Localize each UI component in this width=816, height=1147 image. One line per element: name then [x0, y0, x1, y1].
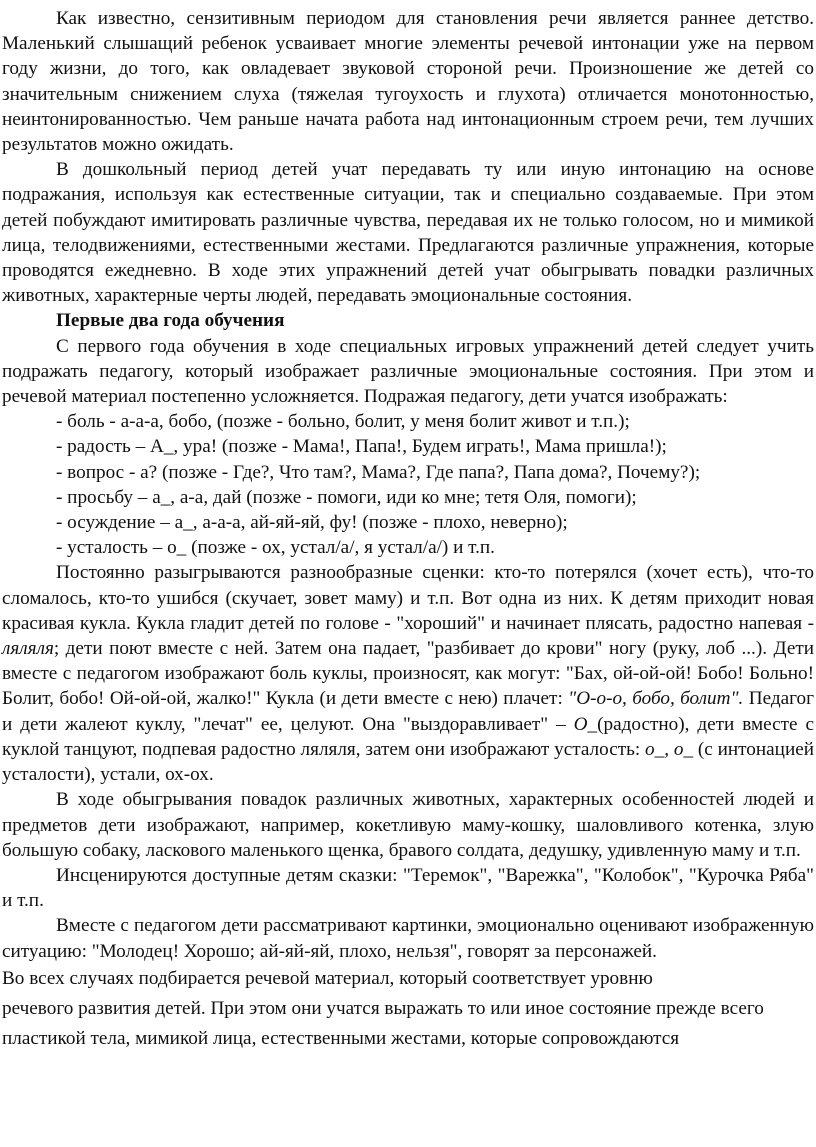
- paragraph-pictures: Вместе с педагогом дети рассматривают картинки, эмоционально оценивают изображенную ситуацию: "Молодец! Хорошо; ай-яй-яй, плохо, нельзя", говорят за персонажей.: [2, 915, 814, 962]
- list-item: - просьбу – а_, а-а, дай (позже - помоги, иди ко мне; тетя Оля, помоги);: [56, 486, 637, 508]
- scenes-italic-1: ляляля: [2, 638, 54, 660]
- list-item: - радость – А_, ура! (позже - Мама!, Папа!, Будем играть!, Мама пришла!);: [56, 436, 667, 458]
- scenes-text-3: Педагог и дети жалеют куклу, "лечат" ее, целуют. Она "выздоравливает" –: [2, 688, 814, 735]
- paragraph-fairy-tales: Инсценируются доступные детям сказки: "Теремок", "Варежка", "Колобок", "Курочка Ряба" и т.п.: [2, 864, 814, 912]
- list-item: - вопрос - а? (позже - Где?, Что там?, Мама?, Где папа?, Папа дома?, Почему?);: [56, 461, 701, 483]
- list-item: - осуждение – а_, а-а-а, ай-яй-яй, фу! (позже - плохо, неверно);: [56, 512, 568, 534]
- scenes-text-4: (радостно), дети вместе с куклой танцуют, подпевая радостно ляляля, затем они изображают усталость:: [2, 713, 814, 760]
- paragraph-animals: В ходе обыгрывания повадок различных животных, характерных особенностей людей и предметов дети изображают, например, кокетливую маму-кошку, шаловливого котенка, злую большую собаку, ласкового маленького щенка, бравого солдата, дедушку, удивленную маму и т.п.: [2, 789, 814, 861]
- scenes-italic-3: О_: [573, 713, 598, 735]
- paragraph-first-year: С первого года обучения в ходе специальных игровых упражнений детей следует учить подражать педагогу, который изображает различные эмоциональные состояния. При этом и речевой материал постепенно усложняется. Подражая педагогу, дети учатся изображать:: [2, 335, 814, 408]
- paragraph-all-cases: [2, 964, 814, 1054]
- section-heading: Первые два года обучения: [56, 310, 285, 332]
- emotion-list: [2, 409, 814, 560]
- paragraph-intro: Как известно, сензитивным периодом для становления речи является раннее детство. Маленький слышащий ребенок усваивает многие элементы речевой интонации уже на первом году жизни, до того, как овладевает звуковой стороной речи. Произношение же детей со значительным снижением слуха (тяжелая тугоухость и глухота) отличается монотонностью, неинтонированностью. Чем раньше начата работа над интонационным строем речи, тем лучших результатов можно ожидать.: [2, 8, 814, 156]
- all-cases-rest: речевого развития детей. При этом они учатся выражать то или иное состояние прежде всего пластикой тела, мимикой лица, естественными жестами, которые сопровождаются: [2, 997, 764, 1049]
- scenes-text-1: Постоянно разыгрываются разнообразные сценки: кто-то потерялся (хочет есть), что-то сломалось, кто-то ушибся (скучает, зовет маму) и т.п. Вот одна из них. К детям приходит новая красивая кукла. Кукла гладит детей по голове - "хороший" и начинает плясать, радостно напевая -: [2, 562, 814, 634]
- paragraph-preschool: В дошкольный период детей учат передавать ту или иную интонацию на основе подражания, используя как естественные ситуации, так и специально создаваемые. При этом детей побуждают имитировать различные чувства, передавая их не только голосом, но и мимикой лица, телодвижениями, естественными жестами. Предлагаются различные упражнения, которые проводятся ежедневно. В ходе этих упражнений детей учат обыгрывать повадки различных животных, характерные черты людей, передавать эмоциональные состояния.: [2, 159, 814, 307]
- scenes-text-2: ; дети поют вместе с ней. Затем она падает, "разбивает до крови" ногу (руку, лоб ...). Дети вместе с педагогом изображают боль куклы, произносят, как могут: "Бах, ой-ой-ой! Бобо! Больно! Болит, бобо! Ой-ой-ой, жалко!" Кукла (и дети вместе с нею) плачет:: [2, 638, 814, 710]
- scenes-italic-4: о_, о_: [645, 738, 694, 760]
- scenes-italic-2: "О-о-о, бобо, болит".: [568, 688, 744, 710]
- scenes-text-5: (с интонацией усталости), устали, ох-ох.: [2, 738, 815, 786]
- paragraph-scenes: [2, 560, 814, 787]
- list-item: - боль - а-а-а, бобо, (позже - больно, болит, у меня болит живот и т.п.);: [56, 411, 630, 433]
- list-item: - усталость – о_ (позже - ох, устал/а/, я устал/а/) и т.п.: [56, 537, 495, 559]
- all-cases-line-1: Во всех случаях подбирается речевой материал, который соответствует уровню: [2, 967, 653, 989]
